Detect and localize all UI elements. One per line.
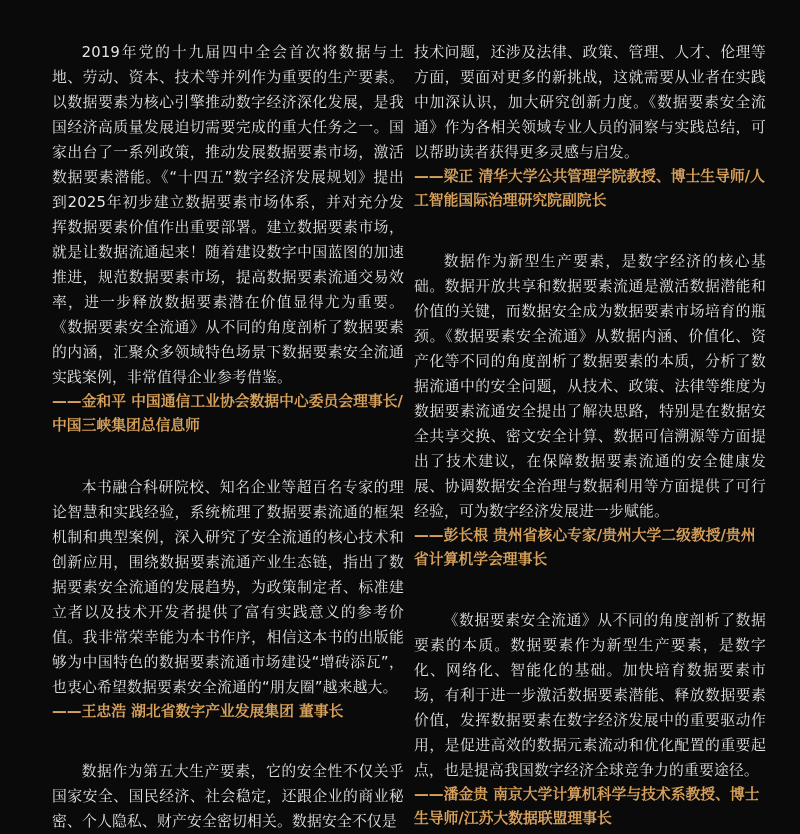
endorsement-block — [414, 608, 766, 831]
endorsement-attribution: ——王忠浩 湖北省数字产业发展集团 董事长 — [52, 703, 344, 720]
endorsement-attribution: ——梁正 清华大学公共管理学院教授、博士生导师/人工智能国际治理研究院副院长 — [414, 168, 765, 209]
endorsement-block — [414, 40, 766, 213]
right-column — [414, 40, 766, 831]
endorsement-attribution: ——潘金贵 南京大学计算机科学与技术系教授、博士生导师/江苏大数据联盟理事长 — [414, 786, 760, 827]
endorsement-block — [414, 249, 766, 572]
endorsement-attribution: ——彭长根 贵州省核心专家/贵州大学二级教授/贵州省计算机学会理事长 — [414, 527, 756, 568]
left-column — [52, 40, 404, 834]
endorsement-text: 数据作为第五大生产要素，它的安全性不仅关乎国家安全、国民经济、社会稳定，还跟企业的商业秘密、个人隐私、财产安全密切相关。数据安全不仅是 — [52, 763, 404, 830]
endorsement-text: 数据作为新型生产要素，是数字经济的核心基础。数据开放共享和数据要素流通是激活数据潜能和价值的关键，而数据安全成为数据要素市场培育的瓶颈。《数据要素安全流通》从数据内涵、价值化、资产化等不同的角度剖析了数据要素的本质，分析了数据流通中的安全问题，从技术、政策、法律等维度为数据要素流通安全提出了解决思路，特别是在数据安全共享交换、密文安全计算、数据可信溯源等方面提出了技术建议，在保障数据要素流通的安全健康发展、协调数据安全治理与数据利用等方面提供了可行经验，可为数字经济发展进一步赋能。 — [414, 253, 766, 520]
endorsement-text: 2019年党的十九届四中全会首次将数据与土地、劳动、资本、技术等并列作为重要的生产要素。以数据要素为核心引擎推动数字经济深化发展，是我国经济高质量发展迫切需要完成的重大任务之一。国家出台了一系列政策，推动发展数据要素市场，激活数据要素潜能。《“十四五”数字经济发展规划》提出到2025年初步建立数据要素市场体系，并对充分发挥数据要素价值作出重要部署。建立数据要素市场，就是让数据流通起来！随着建设数字中国蓝图的加速推进，规范数据要素市场，提高数据要素流通交易效率，进一步释放数据要素潜在价值显得尤为重要。《数据要素安全流通》从不同的角度剖析了数据要素的内涵，汇聚众多领域特色场景下数据要素安全流通实践案例，非常值得企业参考借鉴。 — [52, 44, 404, 386]
endorsement-block — [52, 40, 404, 438]
endorsement-text-continued: 技术问题，还涉及法律、政策、管理、人才、伦理等方面，要面对更多的新挑战，这就需要从业者在实践中加深认识，加大研究创新力度。《数据要素安全流通》作为各相关领域专业人员的洞察与实践总结，可以帮助读者获得更多灵感与启发。 — [414, 44, 766, 161]
endorsement-block — [52, 475, 404, 724]
endorsement-attribution: ——金和平 中国通信工业协会数据中心委员会理事长/中国三峡集团总信息师 — [52, 393, 403, 434]
endorsement-text: 《数据要素安全流通》从不同的角度剖析了数据要素的本质。数据要素作为新型生产要素，是数字化、网络化、智能化的基础。加快培育数据要素市场，有利于进一步激活数据要素潜能、释放数据要素价值，发挥数据要素在数字经济发展中的重要驱动作用，是促进高效的数据元素流动和优化配置的重要起点，也是提高我国数字经济全球竞争力的重要途径。 — [414, 612, 766, 779]
endorsement-block — [52, 759, 404, 834]
endorsement-text: 本书融合科研院校、知名企业等超百名专家的理论智慧和实践经验，系统梳理了数据要素流通的框架机制和典型案例，深入研究了安全流通的核心技术和创新应用，围绕数据要素流通产业生态链，指出了数据要素安全流通的发展趋势，为政策制定者、标准建立者以及技术开发者提供了富有实践意义的参考价值。我非常荣幸能为本书作序，相信这本书的出版能够为中国特色的数据要素流通市场建设“增砖添瓦”，也衷心希望数据要素安全流通的“朋友圈”越来越大。 — [52, 479, 404, 696]
